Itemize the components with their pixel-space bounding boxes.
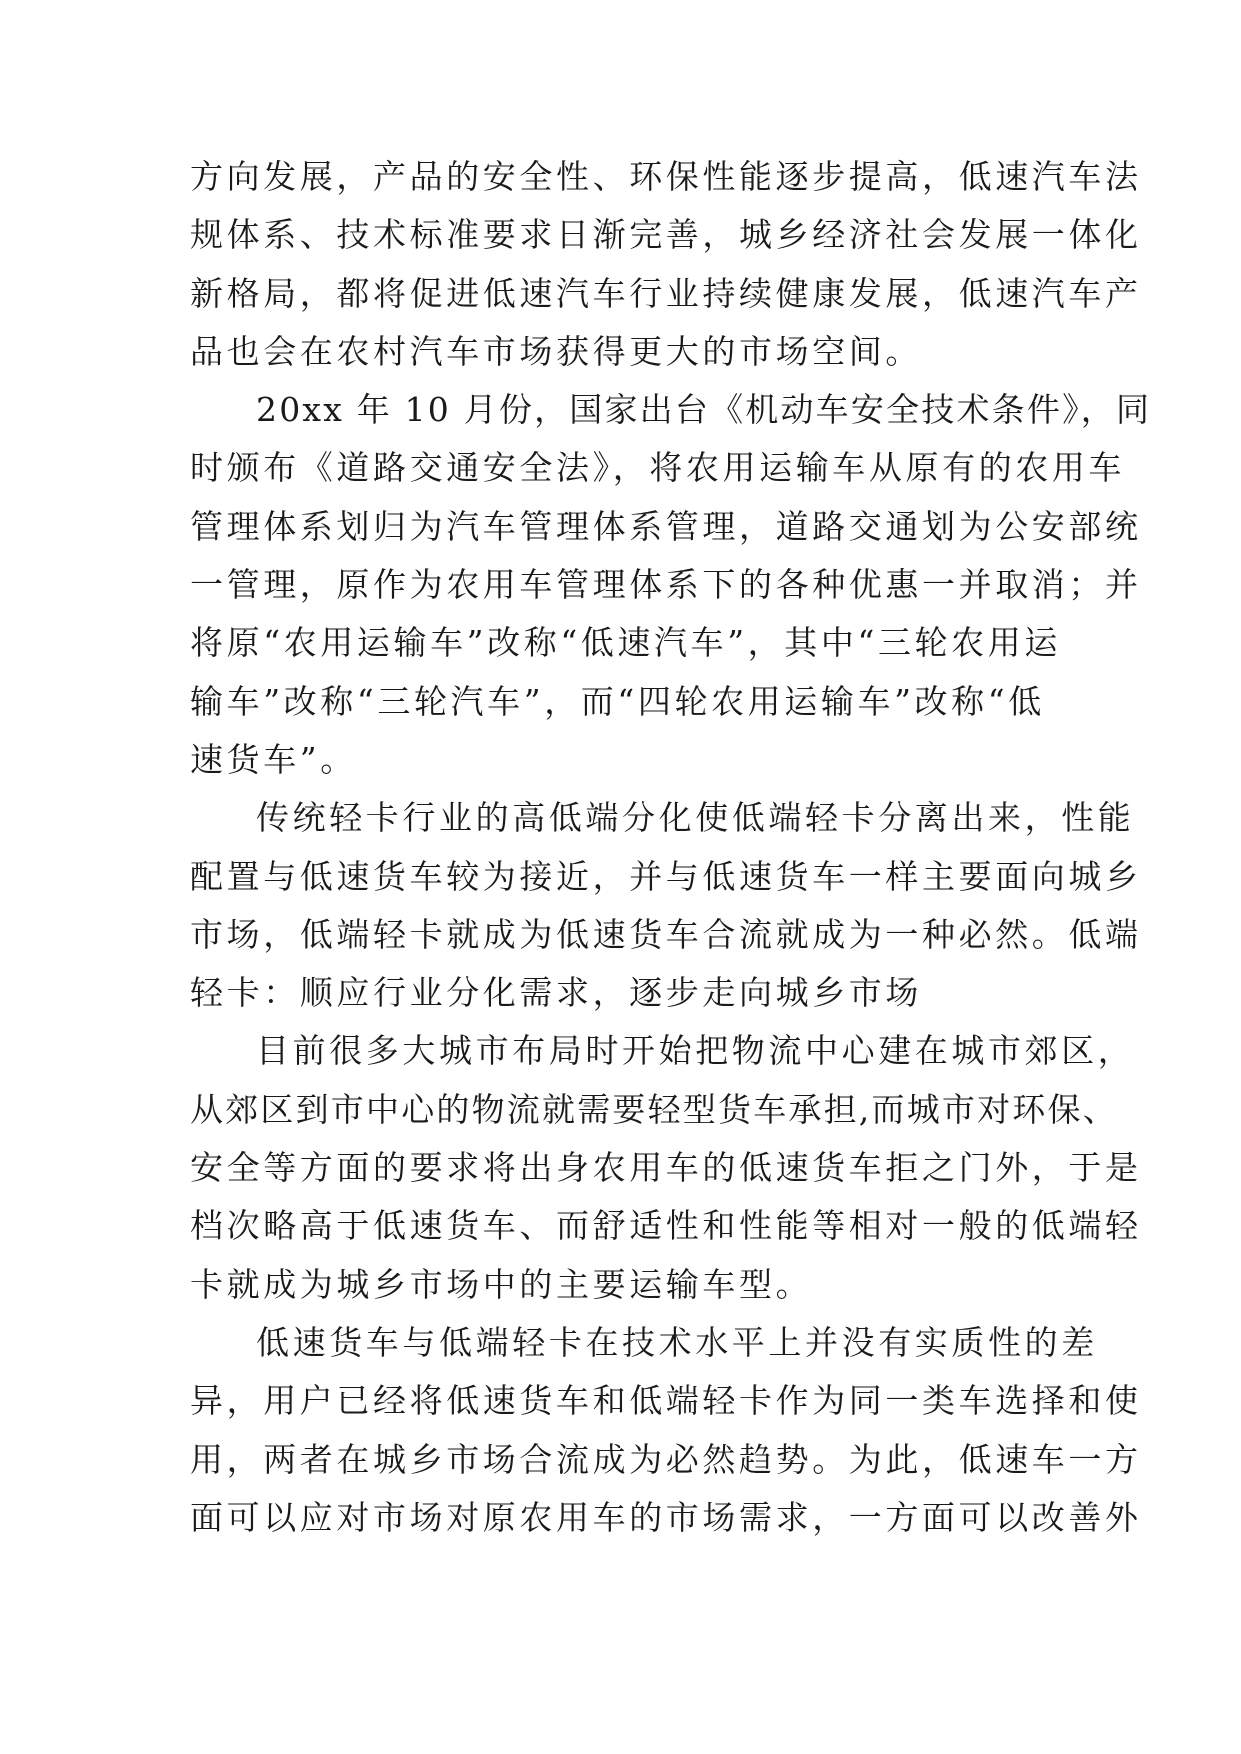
text-line: 市场，低端轻卡就成为低速货车合流就成为一种必然。低端	[190, 914, 1142, 954]
paragraph-4	[190, 1022, 1142, 1313]
text-line: 从郊区到市中心的物流就需要轻型货车承担,而城市对环保、	[190, 1089, 1118, 1129]
text-line: 将原“农用运输车”改称“低速汽车”，其中“三轮农用运	[190, 623, 1061, 663]
text-line: 输车”改称“三轮汽车”，而“四轮农用运输车”改称“低	[190, 681, 1045, 721]
text-line: 档次略高于低速货车、而舒适性和性能等相对一般的低端轻	[190, 1206, 1142, 1246]
paragraph-2	[190, 381, 1152, 789]
document-body	[190, 148, 1152, 1547]
text-line: 传统轻卡行业的高低端分化使低端轻卡分离出来，性能	[256, 798, 1135, 838]
text-line: 速货车”。	[190, 739, 357, 779]
text-line: 用，两者在城乡市场合流成为必然趋势。为此，低速车一方	[190, 1439, 1142, 1479]
text-line: 一管理，原作为农用车管理体系下的各种优惠一并取消；并	[190, 565, 1142, 605]
text-line: 轻卡：顺应行业分化需求，逐步走向城乡市场	[190, 973, 922, 1013]
text-line: 新格局，都将促进低速汽车行业持续健康发展，低速汽车产	[190, 273, 1142, 313]
paragraph-3	[190, 789, 1142, 1022]
text-line: 面可以应对市场对原农用车的市场需求，一方面可以改善外	[190, 1497, 1142, 1537]
text-line: 管理体系划归为汽车管理体系管理，道路交通划为公安部统	[190, 506, 1142, 546]
paragraph-5	[190, 1314, 1142, 1547]
text-line: 品也会在农村汽车市场获得更大的市场空间。	[190, 331, 922, 371]
text-line: 异，用户已经将低速货车和低端轻卡作为同一类车选择和使	[190, 1381, 1142, 1421]
text-line: 方向发展，产品的安全性、环保性能逐步提高，低速汽车法	[190, 157, 1142, 196]
text-line: 规体系、技术标准要求日渐完善，城乡经济社会发展一体化	[190, 215, 1142, 255]
text-line: 20xx 年 10 月份，国家出台《机动车安全技术条件》，同	[256, 390, 1152, 430]
text-line: 时颁布《道路交通安全法》，将农用运输车从原有的农用车	[190, 448, 1126, 488]
text-line: 低速货车与低端轻卡在技术水平上并没有实质性的差	[256, 1322, 1098, 1362]
paragraph-1	[190, 148, 1142, 381]
text-line: 配置与低速货车较为接近，并与低速货车一样主要面向城乡	[190, 856, 1142, 896]
text-line: 目前很多大城市布局时开始把物流中心建在城市郊区，	[256, 1031, 1135, 1071]
text-line: 安全等方面的要求将出身农用车的低速货车拒之门外，于是	[190, 1148, 1142, 1188]
text-line: 卡就成为城乡市场中的主要运输车型。	[190, 1264, 813, 1304]
